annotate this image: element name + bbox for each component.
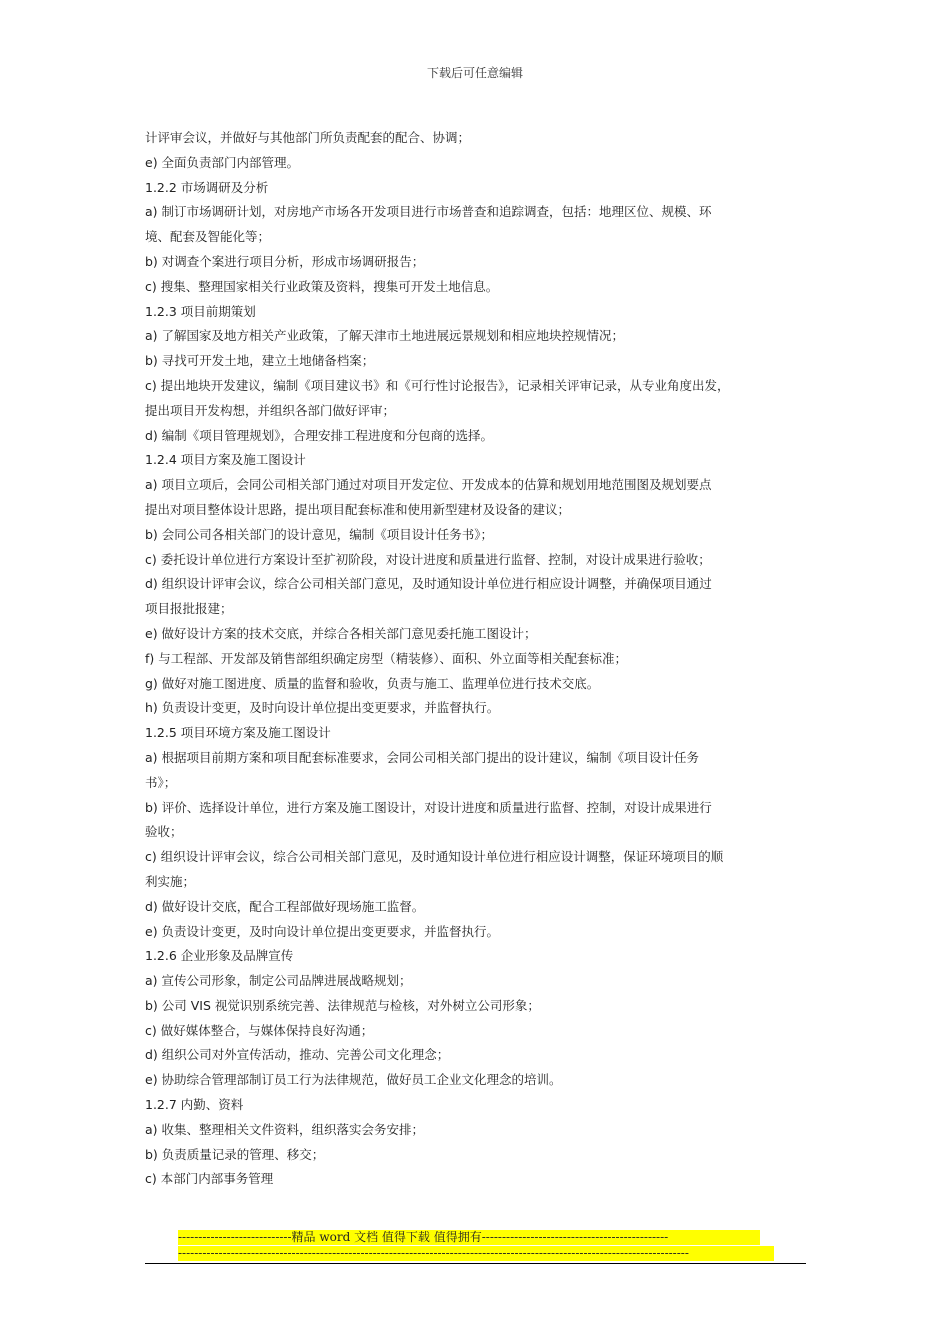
- section-heading: 1.2.7 内勤、资料: [145, 1097, 244, 1113]
- text-line: c) 做好媒体整合，与媒体保持良好沟通；: [145, 1022, 374, 1038]
- section-heading: 1.2.2 市场调研及分析: [145, 179, 269, 195]
- text-line: d) 组织公司对外宣传活动，推动、完善公司文化理念；: [145, 1047, 450, 1063]
- text-line: c) 本部门内部事务管理: [145, 1171, 274, 1187]
- text-line: a) 收集、整理相关文件资料，组织落实会务安排；: [145, 1121, 425, 1137]
- text-line: h) 负责设计变更，及时向设计单位提出变更要求，并监督执行。: [145, 700, 500, 716]
- document-body: [145, 126, 820, 1192]
- footer-rule: [145, 1263, 806, 1264]
- text-line: b) 寻找可开发土地，建立土地储备档案；: [145, 353, 375, 369]
- text-line: c) 委托设计单位进行方案设计至扩初阶段，对设计进度和质量进行监督、控制，对设计成果进行验收；: [145, 551, 711, 567]
- text-line: f) 与工程部、开发部及销售部组织确定房型（精装修）、面积、外立面等相关配套标准；: [145, 650, 628, 666]
- text-line: b) 公司 VIS 视觉识别系统完善、法律规范与检核，对外树立公司形象；: [145, 997, 540, 1013]
- section-heading: 1.2.3 项目前期策划: [145, 303, 256, 319]
- text-line: e) 全面负责部门内部管理。: [145, 154, 300, 170]
- text-line: b) 会同公司各相关部门的设计意见，编制《项目设计任务书》；: [145, 526, 494, 542]
- text-line: c) 提出地块开发建议，编制《项目建议书》和《可行性讨论报告》，记录相关评审记录，从专业角度出发，: [145, 377, 730, 393]
- text-line: b) 负责质量记录的管理、移交；: [145, 1146, 325, 1162]
- text-line: a) 根据项目前期方案和项目配套标准要求，会同公司相关部门提出的设计建议，编制《项目设计任务: [145, 749, 700, 765]
- footer-highlight-banner: ----------------------------精品 word 文档 值得下载 值得拥有----------------------------------------------: [178, 1230, 760, 1245]
- section-heading: 1.2.5 项目环境方案及施工图设计: [145, 725, 331, 741]
- text-line: 境、配套及智能化等；: [145, 229, 271, 245]
- text-line: a) 项目立项后，会同公司相关部门通过对项目开发定位、开发成本的估算和规划用地范围图及规划要点: [145, 477, 712, 493]
- text-line: e) 做好设计方案的技术交底，并综合各相关部门意见委托施工图设计；: [145, 625, 537, 641]
- text-line: 提出对项目整体设计思路，提出项目配套标准和使用新型建材及设备的建议；: [145, 501, 571, 517]
- text-line: g) 做好对施工图进度、质量的监督和验收，负责与施工、监理单位进行技术交底。: [145, 675, 600, 691]
- text-line: a) 了解国家及地方相关产业政策，了解天津市土地进展远景规划和相应地块控规情况；: [145, 328, 625, 344]
- text-line: e) 协助综合管理部制订员工行为法律规范，做好员工企业文化理念的培训。: [145, 1072, 562, 1088]
- text-line: a) 制订市场调研计划，对房地产市场各开发项目进行市场普查和追踪调查，包括：地理区位、规模、环: [145, 204, 712, 220]
- text-line: d) 组织设计评审会议，综合公司相关部门意见，及时通知设计单位进行相应设计调整，并确保项目通过: [145, 576, 712, 592]
- text-line: a) 宣传公司形象，制定公司品牌进展战略规划；: [145, 973, 412, 989]
- text-line: 利实施；: [145, 873, 196, 889]
- text-line: 项目报批报建；: [145, 601, 233, 617]
- text-line: e) 负责设计变更，及时向设计单位提出变更要求，并监督执行。: [145, 923, 500, 939]
- section-heading: 1.2.4 项目方案及施工图设计: [145, 452, 306, 468]
- section-heading: 1.2.6 企业形象及品牌宣传: [145, 948, 294, 964]
- text-line: 书》；: [145, 774, 177, 790]
- text-line: 验收；: [145, 824, 183, 840]
- footer-highlight-dashes: ------------------------------------------------------------------------------------------------------------------------------: [178, 1246, 774, 1261]
- text-line: d) 做好设计交底，配合工程部做好现场施工监督。: [145, 898, 425, 914]
- text-line: 计评审会议，并做好与其他部门所负责配套的配合、协调；: [145, 130, 471, 145]
- page-header: 下载后可任意编辑: [426, 66, 523, 80]
- text-line: c) 组织设计评审会议，综合公司相关部门意见，及时通知设计单位进行相应设计调整，保证环境项目的顺: [145, 849, 724, 865]
- text-line: 提出项目开发构想，并组织各部门做好评审；: [145, 402, 396, 418]
- text-line: b) 对调查个案进行项目分析，形成市场调研报告；: [145, 253, 425, 269]
- text-line: d) 编制《项目管理规划》，合理安排工程进度和分包商的选择。: [145, 427, 494, 443]
- text-line: c) 搜集、整理国家相关行业政策及资料，搜集可开发土地信息。: [145, 278, 499, 294]
- text-line: b) 评价、选择设计单位，进行方案及施工图设计，对设计进度和质量进行监督、控制，对设计成果进行: [145, 799, 712, 815]
